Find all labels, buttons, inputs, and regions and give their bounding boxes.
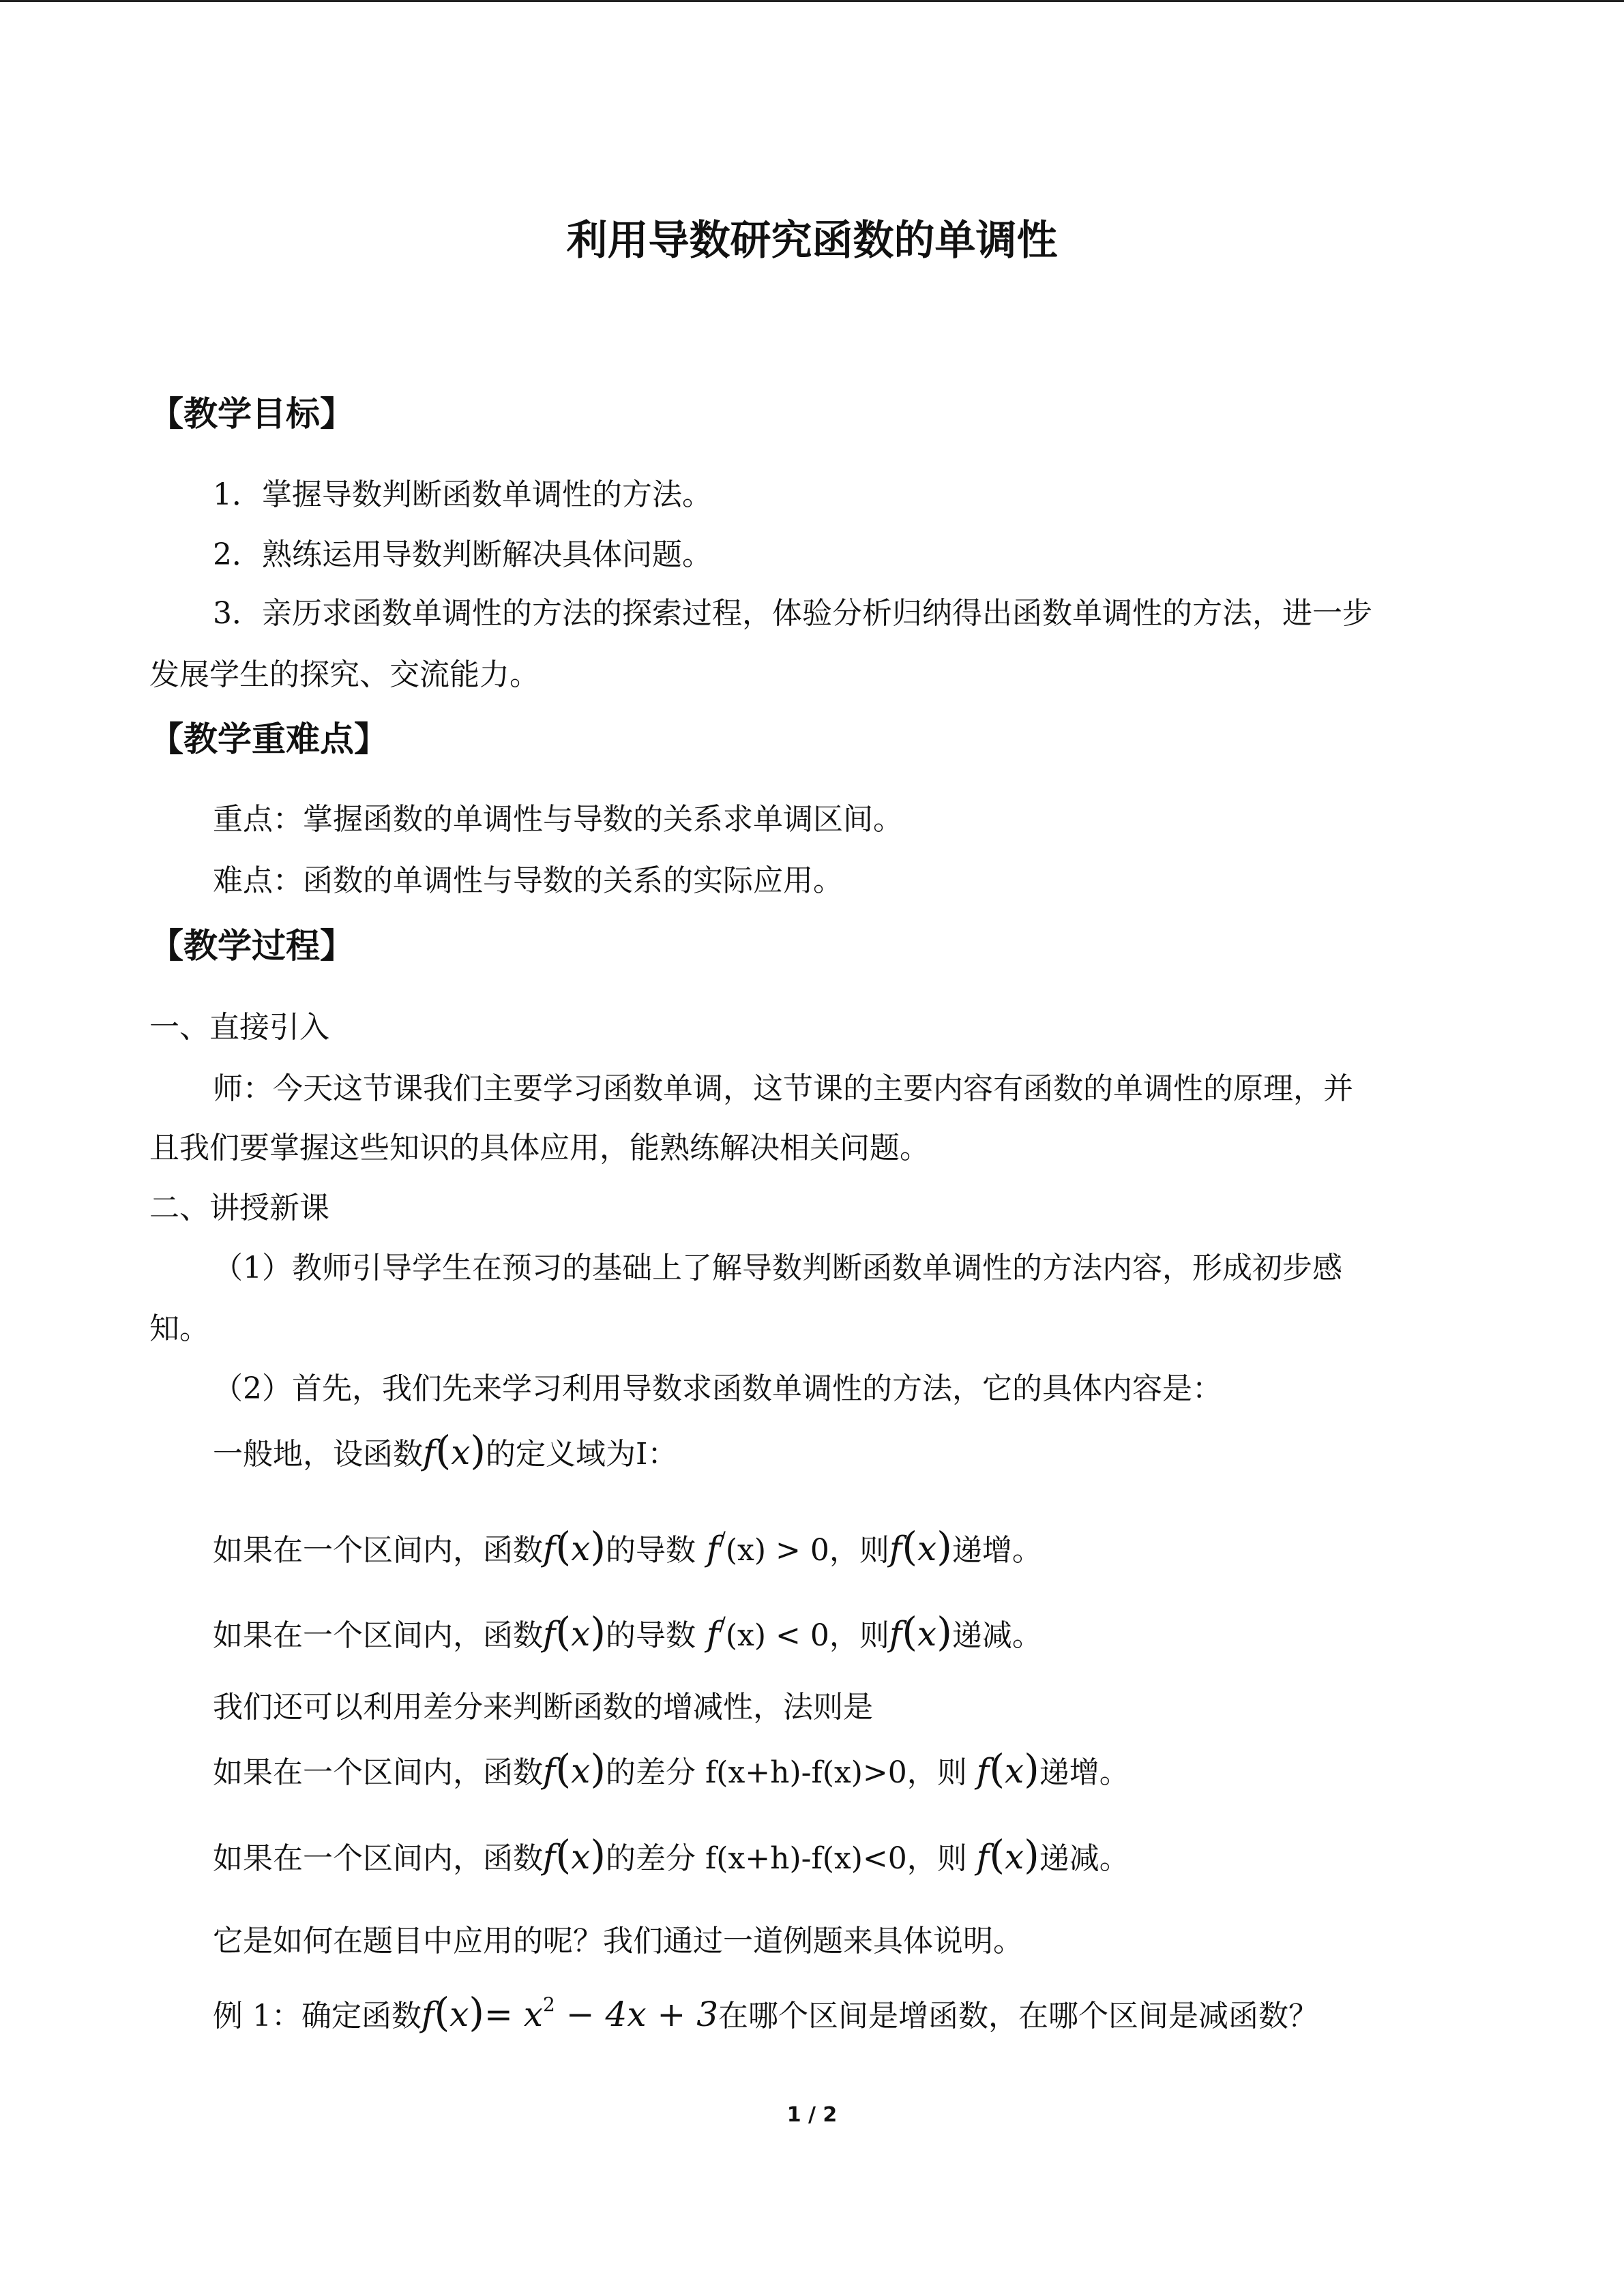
difference-decrease-condition: f(x+h)-f(x)<0，则 xyxy=(705,1841,967,1876)
then-text: ，则 xyxy=(829,1618,889,1653)
increase-word: 递增。 xyxy=(1039,1755,1130,1790)
part1-title: 一、直接引入 xyxy=(149,1010,329,1045)
document-title: 利用导数研究函数的单调性 xyxy=(566,217,1058,265)
function-fx: f(x) xyxy=(543,1746,606,1792)
domain-set: I xyxy=(636,1437,648,1472)
rule-text: 如果在一个区间内，函数 xyxy=(213,1618,543,1653)
goal-item-1: 1．掌握导数判断函数单调性的方法。 xyxy=(213,477,712,512)
part2-title: 二、讲授新课 xyxy=(149,1191,329,1225)
function-fx: f(x) xyxy=(976,1832,1039,1878)
example-function: $f(x)= x^2 - 4x + 3$ xyxy=(421,1989,719,2036)
difficult-point: 难点：函数的单调性与导数的关系的实际应用。 xyxy=(213,863,843,898)
section-heading-goals: 【教学目标】 xyxy=(149,394,354,434)
decrease-word: 递减。 xyxy=(1039,1841,1130,1876)
rule-text: 如果在一个区间内，函数 xyxy=(213,1533,543,1568)
decrease-condition: (x) < 0 xyxy=(725,1618,829,1653)
part1-line2: 且我们要掌握这些知识的具体应用，能熟练解决相关问题。 xyxy=(149,1131,930,1165)
function-fx: f(x) xyxy=(889,1609,952,1655)
p2-line: （2）首先，我们先来学习利用导数求函数单调性的方法，它的具体内容是： xyxy=(213,1371,1222,1406)
deriv-text: 的导数 xyxy=(606,1533,696,1568)
goal-item-3-line1: 3．亲历求函数单调性的方法的探索过程，体验分析归纳得出函数单调性的方法，进一步 xyxy=(213,596,1372,631)
section-heading-keypoints: 【教学重难点】 xyxy=(149,719,388,759)
difference-increase-condition: f(x+h)-f(x)>0，则 xyxy=(705,1755,967,1790)
rule-increase-line xyxy=(213,1517,1042,1572)
definition-line xyxy=(213,1429,677,1476)
example-1-line xyxy=(213,1983,1318,2038)
example-question: 在哪个区间是增函数，在哪个区间是减函数？ xyxy=(718,1999,1319,2033)
increase-condition: (x) > 0 xyxy=(725,1533,829,1568)
difference-increase-line xyxy=(213,1747,1130,1795)
p1-line2: 知。 xyxy=(149,1311,209,1346)
def-text-a: 一般地，设函数 xyxy=(213,1437,423,1472)
function-fx: f(x) xyxy=(543,1832,606,1878)
derivative-f-prime: f/ xyxy=(706,1613,726,1654)
deriv-text: 的导数 xyxy=(606,1618,696,1653)
function-fx: f(x) xyxy=(543,1523,606,1570)
decrease-word: 递减。 xyxy=(951,1618,1042,1653)
section-heading-process: 【教学过程】 xyxy=(149,926,354,966)
difference-decrease-line xyxy=(213,1833,1130,1881)
rule-text: 如果在一个区间内，函数 xyxy=(213,1841,543,1876)
difference-intro: 我们还可以利用差分来判断函数的增减性，法则是 xyxy=(213,1690,873,1725)
function-fx: f(x) xyxy=(889,1523,952,1570)
then-text: ，则 xyxy=(829,1533,889,1568)
increase-word: 递增。 xyxy=(951,1533,1042,1568)
function-fx: f(x) xyxy=(543,1609,606,1655)
page-number: 1 / 2 xyxy=(786,2103,838,2127)
application-line: 它是如何在题目中应用的呢？我们通过一道例题来具体说明。 xyxy=(213,1924,1023,1958)
goal-item-3-line2: 发展学生的探究、交流能力。 xyxy=(149,657,540,692)
goal-item-2: 2．熟练运用导数判断解决具体问题。 xyxy=(213,537,712,572)
p1-line1: （1）教师引导学生在预习的基础上了解导数判断函数单调性的方法内容，形成初步感 xyxy=(213,1251,1342,1285)
function-fx: f(x) xyxy=(976,1746,1039,1792)
rule-decrease-line xyxy=(213,1602,1042,1658)
def-end: ： xyxy=(647,1437,678,1472)
function-fx: f(x) xyxy=(423,1427,486,1474)
def-text-b: 的定义域为 xyxy=(486,1437,636,1472)
rule-text: 如果在一个区间内，函数 xyxy=(213,1755,543,1790)
part1-line1: 师：今天这节课我们主要学习函数单调，这节课的主要内容有函数的单调性的原理，并 xyxy=(213,1071,1353,1106)
example-label: 例 1：确定函数 xyxy=(213,1999,422,2033)
key-point: 重点：掌握函数的单调性与导数的关系求单调区间。 xyxy=(213,802,903,837)
derivative-f-prime: f/ xyxy=(706,1527,726,1568)
difference-text: 的差分 xyxy=(606,1841,696,1876)
difference-text: 的差分 xyxy=(606,1755,696,1790)
